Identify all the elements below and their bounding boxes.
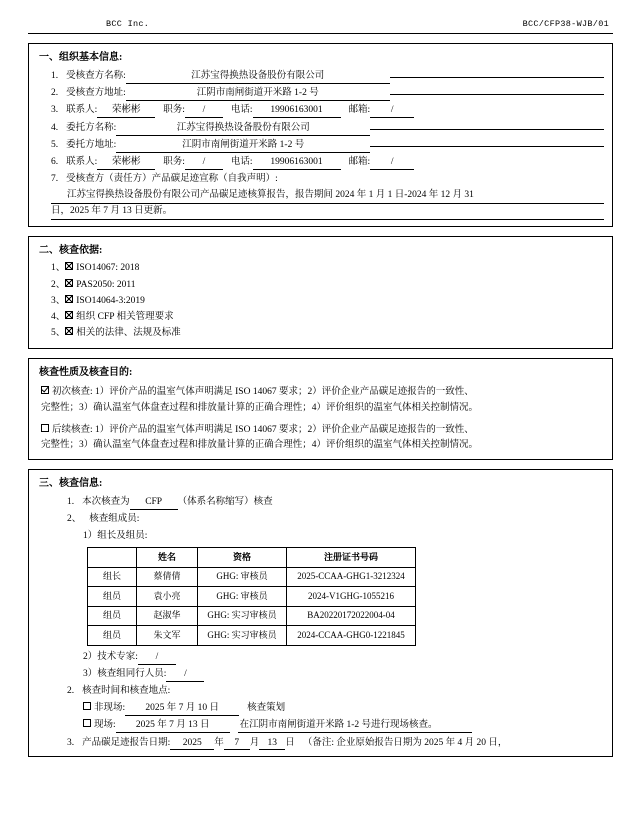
item-no: 1. bbox=[67, 496, 75, 507]
checkbox-icon[interactable] bbox=[65, 279, 73, 287]
cell-name: 蔡倩倩 bbox=[137, 567, 198, 587]
field-value: 江阴市南闸街道开米路 1-2 号 bbox=[116, 140, 370, 153]
purpose-title: 核查性质及核查目的: bbox=[39, 366, 133, 378]
cell-qualification: GHG: 实习审核员 bbox=[198, 626, 287, 646]
cell-name: 袁小亮 bbox=[137, 587, 198, 607]
field-client-name bbox=[37, 120, 604, 137]
offsite-label: 非现场: bbox=[94, 703, 126, 714]
audit-onsite-row[interactable] bbox=[37, 717, 604, 734]
report-year: 2025 bbox=[170, 738, 214, 751]
checkbox-icon[interactable] bbox=[83, 719, 91, 727]
table-row bbox=[88, 606, 416, 626]
year-unit: 年 bbox=[214, 737, 224, 748]
cell-role: 组员 bbox=[88, 606, 137, 626]
offsite-date: 2025 年 7 月 10 日 bbox=[125, 703, 239, 716]
email-label: 邮箱: bbox=[348, 157, 371, 168]
field-auditee-address bbox=[37, 85, 604, 102]
cell-role: 组员 bbox=[88, 626, 137, 646]
field-contact-2 bbox=[37, 154, 604, 171]
basis-text: PAS2050: 2011 bbox=[76, 279, 136, 290]
onsite-date: 2025 年 7 月 13 日 bbox=[116, 720, 230, 733]
item-no: 6. bbox=[51, 157, 59, 168]
contact-label: 联系人: bbox=[66, 157, 98, 168]
day-unit: 日 bbox=[285, 737, 295, 748]
field-declaration-label bbox=[37, 171, 604, 188]
cell-name: 朱文军 bbox=[137, 626, 198, 646]
audit-type-suffix: （体系名称缩写）核查 bbox=[177, 496, 273, 507]
purpose-option-initial[interactable] bbox=[37, 384, 604, 415]
checkbox-icon[interactable] bbox=[41, 424, 49, 432]
th-role bbox=[88, 548, 137, 568]
field-label: 受核查方名称: bbox=[66, 70, 126, 81]
basis-text: ISO14064-3:2019 bbox=[76, 295, 145, 306]
table-row bbox=[88, 626, 416, 646]
field-auditee-name bbox=[37, 68, 604, 85]
subitem-accompanying-personnel bbox=[37, 666, 604, 683]
table-row bbox=[88, 567, 416, 587]
phone-label: 电话: bbox=[230, 105, 253, 116]
subitem-label: 3）核查组同行人员: bbox=[83, 669, 167, 680]
item-no: 3. bbox=[51, 105, 59, 116]
section1-title: 一、组织基本信息: bbox=[39, 51, 123, 63]
field-label: 委托方地址: bbox=[66, 139, 117, 150]
field-report-date bbox=[37, 734, 604, 751]
field-value: 江阴市南闸街道开米路 1-2 号 bbox=[126, 88, 390, 101]
table-row bbox=[88, 587, 416, 607]
cell-cert-number: 2024-V1GHG-1055216 bbox=[287, 587, 416, 607]
item-no: 2. bbox=[51, 88, 59, 99]
basis-text: 组织 CFP 相关管理要求 bbox=[76, 311, 174, 322]
field-label: 委托方名称: bbox=[66, 122, 117, 133]
basis-text: 相关的法律、法规及标准 bbox=[76, 328, 181, 338]
onsite-label: 现场: bbox=[94, 720, 116, 731]
checkbox-icon[interactable] bbox=[65, 311, 73, 319]
field-value: 江苏宝得换热设备股份有限公司 bbox=[126, 71, 390, 84]
field-client-address bbox=[37, 137, 604, 154]
item-no: 3. bbox=[67, 737, 75, 748]
section-audit-nature-purpose bbox=[28, 358, 613, 460]
item-no: 1、 bbox=[51, 263, 66, 274]
item-no: 2、 bbox=[67, 514, 82, 525]
header-left-text: BCC Inc. bbox=[106, 19, 150, 29]
th-qualification: 资格 bbox=[198, 548, 287, 568]
th-cert-number: 注册证书号码 bbox=[287, 548, 416, 568]
item-no: 7. bbox=[51, 174, 59, 185]
onsite-text: 在江阴市南闸街道开米路 1-2 号进行现场核查。 bbox=[238, 720, 472, 733]
item-no: 5、 bbox=[51, 328, 66, 338]
cell-role: 组员 bbox=[88, 587, 137, 607]
declaration-line-1: 江苏宝得换热设备股份有限公司产品碳足迹核算报告，报告期间 2024 年 1 月 1 日-2024 年 12 月 31 bbox=[51, 188, 604, 204]
cell-qualification: GHG: 审核员 bbox=[198, 587, 287, 607]
item-no: 3、 bbox=[51, 295, 66, 306]
contact-name: 荣彬彬 bbox=[97, 157, 155, 170]
cell-role: 组长 bbox=[88, 567, 137, 587]
cell-name: 赵淑华 bbox=[137, 606, 198, 626]
subitem-team-leader-members bbox=[37, 528, 604, 545]
audit-team-label: 核查组成员: bbox=[89, 514, 140, 525]
contact-name: 荣彬彬 bbox=[97, 105, 155, 118]
cell-qualification: GHG: 实习审核员 bbox=[198, 606, 287, 626]
table-header-row bbox=[88, 548, 416, 568]
declaration-line-2: 日，2025 年 7 月 13 日更新。 bbox=[51, 204, 604, 220]
field-value: 江苏宝得换热设备股份有限公司 bbox=[116, 123, 370, 136]
cell-qualification: GHG: 审核员 bbox=[198, 567, 287, 587]
basis-item-2 bbox=[37, 277, 604, 293]
cell-cert-number: 2025-CCAA-GHG1-3212324 bbox=[287, 567, 416, 587]
checkbox-icon[interactable] bbox=[83, 702, 91, 710]
item-no: 4. bbox=[51, 122, 59, 133]
purpose-option-followup[interactable] bbox=[37, 422, 604, 453]
cell-cert-number: 2024-CCAA-GHG0-1221845 bbox=[287, 626, 416, 646]
audit-team-table bbox=[87, 547, 416, 646]
item-no: 5. bbox=[51, 139, 59, 150]
subitem-value: / bbox=[166, 669, 204, 682]
subitem-label: 2）技术专家: bbox=[83, 651, 138, 662]
email-value: / bbox=[370, 105, 414, 118]
basis-item-1 bbox=[37, 261, 604, 277]
basis-text: ISO14067: 2018 bbox=[76, 263, 140, 274]
audit-type-label: 本次核查为 bbox=[82, 496, 130, 507]
basis-item-3 bbox=[37, 294, 604, 310]
phone-value: 19906163001 bbox=[253, 105, 341, 118]
report-date-note: （备注: 企业原始报告日期为 2025 年 4 月 20 日， bbox=[302, 737, 508, 748]
field-audit-time-place bbox=[37, 683, 604, 700]
report-date-label: 产品碳足迹报告日期: bbox=[82, 737, 171, 748]
email-value: / bbox=[370, 157, 414, 170]
post-label: 职务: bbox=[163, 105, 185, 116]
item-no: 4、 bbox=[51, 311, 66, 322]
contact-label: 联系人: bbox=[66, 105, 98, 116]
audit-time-place-label: 核查时间和核查地点: bbox=[82, 686, 171, 697]
report-day: 13 bbox=[259, 738, 285, 751]
section-audit-basis bbox=[28, 236, 613, 349]
field-audit-team bbox=[37, 511, 604, 528]
post-value: / bbox=[185, 105, 223, 118]
checkbox-icon[interactable] bbox=[41, 386, 49, 394]
audit-type-value: CFP bbox=[130, 497, 178, 510]
checkbox-icon[interactable] bbox=[65, 262, 73, 270]
option-line-2: 完整性；3）确认温室气体盘查过程和排放量计算的正确合理性；4）评价组织的温室气体相关控制情况。 bbox=[41, 402, 479, 413]
subitem-label: 1）组长及组员: bbox=[83, 530, 148, 541]
field-audit-type bbox=[37, 494, 604, 511]
option-line-1: 初次核查: 1）评价产品的温室气体声明满足 ISO 14067 要求；2）评价企业产品碳足迹报告的一致性、 bbox=[52, 387, 474, 398]
item-no: 2、 bbox=[51, 279, 66, 290]
section2-title: 二、核查依据: bbox=[39, 245, 103, 257]
basis-item-5 bbox=[37, 326, 604, 342]
report-month: 7 bbox=[224, 738, 250, 751]
declaration-label: 受核查方（责任方）产品碳足迹宣称（自我声明）: bbox=[66, 174, 278, 185]
phone-value: 19906163001 bbox=[253, 157, 341, 170]
audit-offsite-row[interactable] bbox=[37, 700, 604, 717]
th-name: 姓名 bbox=[137, 548, 198, 568]
email-label: 邮箱: bbox=[348, 105, 371, 116]
checkbox-icon[interactable] bbox=[65, 327, 73, 335]
header-right-doc-code: BCC/CFP38-WJB/01 bbox=[522, 19, 609, 29]
basis-item-4 bbox=[37, 310, 604, 326]
page-header bbox=[28, 18, 613, 34]
month-unit: 月 bbox=[249, 737, 260, 748]
checkbox-icon[interactable] bbox=[65, 295, 73, 303]
declaration-text bbox=[37, 188, 604, 220]
phone-label: 电话: bbox=[230, 157, 253, 168]
offsite-text: 核查策划 bbox=[247, 703, 286, 714]
post-value: / bbox=[185, 157, 223, 170]
section-organization-info bbox=[28, 43, 613, 228]
post-label: 职务: bbox=[163, 157, 185, 168]
subitem-technical-expert bbox=[37, 649, 604, 666]
field-contact-1 bbox=[37, 102, 604, 119]
option-line-2: 完整性；3）确认温室气体盘查过程和排放量计算的正确合理性；4）评价组织的温室气体相关控制情况。 bbox=[41, 440, 479, 451]
field-label: 受核查方地址: bbox=[66, 88, 126, 99]
section-audit-info bbox=[28, 469, 613, 757]
section3-title: 三、核查信息: bbox=[39, 477, 103, 489]
subitem-value: / bbox=[138, 652, 176, 665]
cell-cert-number: BA20220172022004-04 bbox=[287, 606, 416, 626]
option-line-1: 后续核查: 1）评价产品的温室气体声明满足 ISO 14067 要求；2）评价企业产品碳足迹报告的一致性、 bbox=[52, 425, 474, 436]
item-no: 1. bbox=[51, 70, 59, 81]
item-no: 2. bbox=[67, 686, 75, 697]
